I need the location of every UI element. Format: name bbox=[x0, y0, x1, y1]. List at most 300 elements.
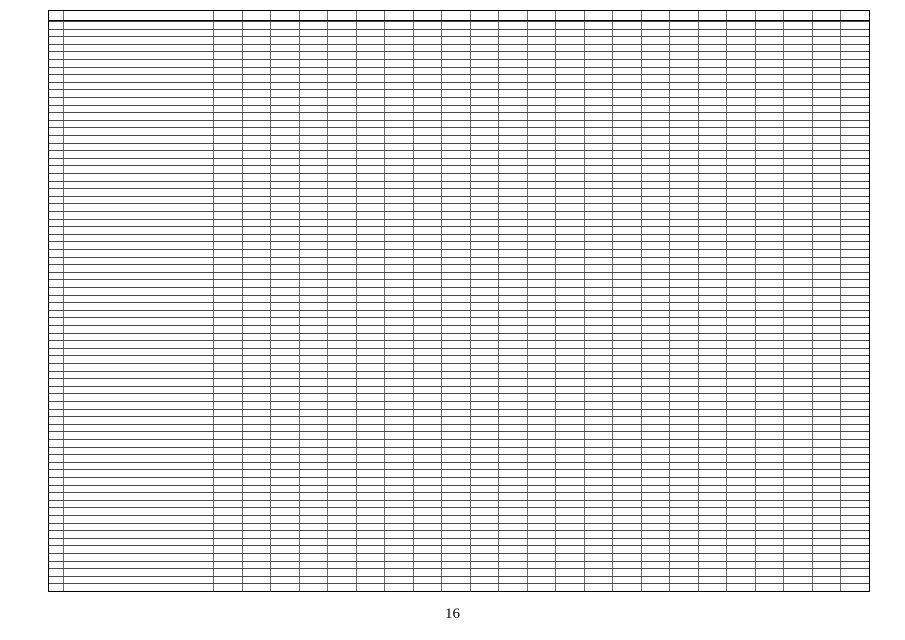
table-cell bbox=[356, 30, 385, 37]
table-cell bbox=[384, 470, 413, 477]
table-cell bbox=[441, 30, 470, 37]
table-cell bbox=[63, 584, 213, 591]
table-cell bbox=[213, 182, 242, 189]
table-cell bbox=[755, 128, 784, 135]
table-cell bbox=[384, 501, 413, 508]
table-cell bbox=[470, 60, 499, 67]
table-cell bbox=[327, 220, 356, 227]
table-row bbox=[49, 264, 869, 272]
table-cell bbox=[726, 204, 755, 211]
table-cell bbox=[213, 311, 242, 318]
table-cell bbox=[555, 220, 584, 227]
table-cell bbox=[669, 334, 698, 341]
table-cell bbox=[783, 501, 812, 508]
table-cell bbox=[527, 235, 556, 242]
table-cell bbox=[527, 478, 556, 485]
table-cell bbox=[384, 90, 413, 97]
table-cell bbox=[470, 128, 499, 135]
table-cell bbox=[213, 318, 242, 325]
table-cell bbox=[641, 394, 670, 401]
table-cell bbox=[63, 90, 213, 97]
table-cell bbox=[63, 524, 213, 531]
table-cell bbox=[641, 189, 670, 196]
table-cell bbox=[783, 90, 812, 97]
table-cell bbox=[498, 151, 527, 158]
table-row bbox=[49, 363, 869, 371]
table-cell bbox=[840, 52, 869, 59]
table-cell bbox=[470, 37, 499, 44]
table-cell bbox=[270, 128, 299, 135]
table-cell bbox=[755, 136, 784, 143]
table-cell bbox=[584, 356, 613, 363]
table-cell bbox=[63, 508, 213, 515]
table-cell bbox=[49, 546, 63, 553]
table-cell bbox=[669, 121, 698, 128]
table-cell bbox=[470, 265, 499, 272]
table-cell bbox=[698, 136, 727, 143]
table-cell bbox=[669, 258, 698, 265]
table-cell bbox=[413, 37, 442, 44]
table-cell bbox=[612, 151, 641, 158]
table-cell bbox=[270, 159, 299, 166]
table-cell bbox=[63, 212, 213, 219]
table-cell bbox=[470, 425, 499, 432]
table-cell bbox=[63, 235, 213, 242]
table-cell bbox=[669, 349, 698, 356]
table-cell bbox=[755, 166, 784, 173]
table-cell bbox=[63, 440, 213, 447]
table-cell bbox=[726, 166, 755, 173]
table-cell bbox=[669, 584, 698, 591]
table-cell bbox=[327, 273, 356, 280]
table-cell bbox=[213, 478, 242, 485]
table-cell bbox=[242, 425, 271, 432]
table-cell bbox=[49, 364, 63, 371]
table-cell bbox=[384, 242, 413, 249]
table-cell bbox=[840, 37, 869, 44]
table-cell bbox=[527, 364, 556, 371]
table-row bbox=[49, 500, 869, 508]
table-cell bbox=[527, 144, 556, 151]
table-cell bbox=[384, 258, 413, 265]
table-cell bbox=[527, 387, 556, 394]
table-cell bbox=[470, 562, 499, 569]
table-cell bbox=[698, 341, 727, 348]
table-cell bbox=[327, 45, 356, 52]
table-cell bbox=[812, 440, 841, 447]
table-cell bbox=[63, 432, 213, 439]
table-cell bbox=[498, 128, 527, 135]
table-cell bbox=[498, 60, 527, 67]
header-cell bbox=[755, 11, 784, 20]
header-cell bbox=[669, 11, 698, 20]
table-cell bbox=[726, 349, 755, 356]
table-cell bbox=[698, 478, 727, 485]
table-cell bbox=[63, 265, 213, 272]
table-cell bbox=[527, 577, 556, 584]
table-cell bbox=[384, 524, 413, 531]
table-cell bbox=[299, 486, 328, 493]
table-cell bbox=[755, 470, 784, 477]
table-cell bbox=[242, 258, 271, 265]
table-cell bbox=[812, 349, 841, 356]
table-cell bbox=[669, 455, 698, 462]
header-cell bbox=[441, 11, 470, 20]
table-cell bbox=[726, 250, 755, 257]
table-cell bbox=[413, 30, 442, 37]
table-cell bbox=[783, 60, 812, 67]
table-cell bbox=[812, 296, 841, 303]
table-cell bbox=[49, 220, 63, 227]
table-row bbox=[49, 568, 869, 576]
table-row bbox=[49, 21, 869, 29]
table-cell bbox=[669, 569, 698, 576]
table-cell bbox=[498, 470, 527, 477]
table-cell bbox=[612, 470, 641, 477]
table-cell bbox=[840, 326, 869, 333]
table-cell bbox=[755, 250, 784, 257]
table-cell bbox=[384, 265, 413, 272]
table-cell bbox=[812, 265, 841, 272]
table-cell bbox=[299, 98, 328, 105]
table-cell bbox=[840, 235, 869, 242]
table-cell bbox=[612, 83, 641, 90]
table-cell bbox=[840, 387, 869, 394]
table-cell bbox=[299, 493, 328, 500]
table-cell bbox=[726, 470, 755, 477]
table-cell bbox=[242, 387, 271, 394]
table-row bbox=[49, 219, 869, 227]
table-cell bbox=[470, 30, 499, 37]
table-cell bbox=[641, 45, 670, 52]
table-cell bbox=[783, 197, 812, 204]
table-cell bbox=[555, 356, 584, 363]
table-cell bbox=[413, 311, 442, 318]
table-cell bbox=[242, 166, 271, 173]
table-cell bbox=[270, 174, 299, 181]
table-cell bbox=[555, 334, 584, 341]
table-cell bbox=[49, 508, 63, 515]
table-cell bbox=[812, 75, 841, 82]
table-cell bbox=[641, 508, 670, 515]
table-cell bbox=[498, 174, 527, 181]
header-cell bbox=[299, 11, 328, 20]
header-cell bbox=[783, 11, 812, 20]
table-cell bbox=[812, 554, 841, 561]
header-cell bbox=[527, 11, 556, 20]
table-cell bbox=[356, 562, 385, 569]
table-cell bbox=[669, 493, 698, 500]
table-cell bbox=[242, 493, 271, 500]
table-cell bbox=[413, 166, 442, 173]
table-row bbox=[49, 173, 869, 181]
table-cell bbox=[49, 318, 63, 325]
table-cell bbox=[698, 486, 727, 493]
table-cell bbox=[641, 341, 670, 348]
table-cell bbox=[242, 577, 271, 584]
table-cell bbox=[49, 174, 63, 181]
table-cell bbox=[384, 539, 413, 546]
table-cell bbox=[840, 425, 869, 432]
table-cell bbox=[641, 90, 670, 97]
table-cell bbox=[299, 273, 328, 280]
table-cell bbox=[641, 121, 670, 128]
table-cell bbox=[327, 83, 356, 90]
table-cell bbox=[63, 577, 213, 584]
table-cell bbox=[49, 410, 63, 417]
table-cell bbox=[498, 440, 527, 447]
table-cell bbox=[49, 45, 63, 52]
table-cell bbox=[299, 174, 328, 181]
table-cell bbox=[413, 242, 442, 249]
table-cell bbox=[527, 288, 556, 295]
table-cell bbox=[840, 341, 869, 348]
table-row bbox=[49, 226, 869, 234]
table-cell bbox=[726, 242, 755, 249]
table-cell bbox=[270, 577, 299, 584]
table-cell bbox=[755, 98, 784, 105]
table-cell bbox=[555, 182, 584, 189]
table-cell bbox=[356, 113, 385, 120]
table-cell bbox=[641, 136, 670, 143]
table-cell bbox=[555, 341, 584, 348]
table-cell bbox=[612, 501, 641, 508]
table-cell bbox=[612, 98, 641, 105]
table-cell bbox=[356, 516, 385, 523]
table-cell bbox=[726, 144, 755, 151]
table-cell bbox=[413, 273, 442, 280]
table-cell bbox=[555, 448, 584, 455]
table-cell bbox=[413, 98, 442, 105]
table-cell bbox=[441, 144, 470, 151]
table-cell bbox=[356, 128, 385, 135]
table-cell bbox=[63, 349, 213, 356]
table-cell bbox=[470, 463, 499, 470]
table-cell bbox=[612, 265, 641, 272]
table-cell bbox=[698, 356, 727, 363]
table-cell bbox=[840, 258, 869, 265]
table-cell bbox=[413, 235, 442, 242]
table-cell bbox=[555, 258, 584, 265]
table-cell bbox=[812, 30, 841, 37]
table-cell bbox=[470, 258, 499, 265]
table-cell bbox=[327, 128, 356, 135]
table-cell bbox=[527, 417, 556, 424]
table-cell bbox=[213, 121, 242, 128]
table-cell bbox=[812, 455, 841, 462]
table-cell bbox=[527, 106, 556, 113]
table-cell bbox=[413, 486, 442, 493]
table-cell bbox=[299, 432, 328, 439]
table-cell bbox=[527, 569, 556, 576]
table-cell bbox=[441, 204, 470, 211]
table-row bbox=[49, 51, 869, 59]
table-cell bbox=[63, 30, 213, 37]
table-cell bbox=[641, 273, 670, 280]
table-cell bbox=[213, 569, 242, 576]
table-cell bbox=[270, 45, 299, 52]
table-cell bbox=[555, 470, 584, 477]
table-cell bbox=[441, 128, 470, 135]
table-cell bbox=[63, 372, 213, 379]
table-cell bbox=[384, 356, 413, 363]
table-cell bbox=[213, 128, 242, 135]
table-cell bbox=[641, 501, 670, 508]
table-cell bbox=[270, 402, 299, 409]
table-cell bbox=[470, 432, 499, 439]
table-cell bbox=[584, 394, 613, 401]
table-cell bbox=[441, 577, 470, 584]
table-cell bbox=[270, 493, 299, 500]
table-cell bbox=[698, 121, 727, 128]
table-cell bbox=[698, 68, 727, 75]
table-cell bbox=[63, 273, 213, 280]
table-cell bbox=[698, 577, 727, 584]
table-row bbox=[49, 485, 869, 493]
table-cell bbox=[242, 60, 271, 67]
table-cell bbox=[213, 531, 242, 538]
table-cell bbox=[498, 356, 527, 363]
table-cell bbox=[63, 151, 213, 158]
table-row bbox=[49, 409, 869, 417]
table-cell bbox=[641, 68, 670, 75]
table-cell bbox=[327, 136, 356, 143]
table-cell bbox=[555, 425, 584, 432]
table-cell bbox=[584, 52, 613, 59]
table-cell bbox=[63, 516, 213, 523]
table-cell bbox=[327, 106, 356, 113]
table-cell bbox=[698, 554, 727, 561]
table-cell bbox=[641, 37, 670, 44]
table-row bbox=[49, 112, 869, 120]
table-cell bbox=[498, 136, 527, 143]
table-cell bbox=[755, 372, 784, 379]
table-cell bbox=[213, 75, 242, 82]
table-cell bbox=[270, 448, 299, 455]
table-row bbox=[49, 515, 869, 523]
table-cell bbox=[584, 326, 613, 333]
table-cell bbox=[470, 220, 499, 227]
table-cell bbox=[384, 303, 413, 310]
table-cell bbox=[384, 113, 413, 120]
table-cell bbox=[299, 440, 328, 447]
table-cell bbox=[498, 204, 527, 211]
table-cell bbox=[555, 501, 584, 508]
table-cell bbox=[555, 204, 584, 211]
table-cell bbox=[726, 493, 755, 500]
table-cell bbox=[555, 242, 584, 249]
table-cell bbox=[669, 296, 698, 303]
table-cell bbox=[384, 546, 413, 553]
table-cell bbox=[527, 584, 556, 591]
table-cell bbox=[413, 478, 442, 485]
table-cell bbox=[783, 318, 812, 325]
table-cell bbox=[356, 531, 385, 538]
table-cell bbox=[49, 144, 63, 151]
table-cell bbox=[299, 394, 328, 401]
table-cell bbox=[527, 356, 556, 363]
table-cell bbox=[698, 524, 727, 531]
table-cell bbox=[413, 83, 442, 90]
table-cell bbox=[384, 448, 413, 455]
table-cell bbox=[669, 387, 698, 394]
table-row bbox=[49, 561, 869, 569]
table-cell bbox=[698, 83, 727, 90]
table-cell bbox=[755, 455, 784, 462]
table-cell bbox=[612, 280, 641, 287]
table-cell bbox=[698, 227, 727, 234]
table-cell bbox=[555, 455, 584, 462]
table-cell bbox=[299, 45, 328, 52]
table-cell bbox=[413, 372, 442, 379]
table-cell bbox=[498, 463, 527, 470]
table-cell bbox=[612, 144, 641, 151]
table-cell bbox=[527, 204, 556, 211]
table-cell bbox=[356, 524, 385, 531]
table-cell bbox=[413, 68, 442, 75]
table-cell bbox=[299, 37, 328, 44]
table-cell bbox=[63, 569, 213, 576]
table-cell bbox=[698, 250, 727, 257]
table-row bbox=[49, 355, 869, 363]
table-cell bbox=[63, 493, 213, 500]
table-cell bbox=[641, 151, 670, 158]
table-cell bbox=[299, 554, 328, 561]
table-cell bbox=[356, 425, 385, 432]
table-cell bbox=[213, 334, 242, 341]
table-cell bbox=[840, 379, 869, 386]
table-cell bbox=[270, 562, 299, 569]
table-cell bbox=[812, 242, 841, 249]
table-cell bbox=[384, 45, 413, 52]
table-cell bbox=[356, 174, 385, 181]
table-cell bbox=[755, 220, 784, 227]
header-cell bbox=[242, 11, 271, 20]
table-cell bbox=[812, 303, 841, 310]
table-cell bbox=[755, 52, 784, 59]
table-cell bbox=[441, 258, 470, 265]
table-cell bbox=[242, 303, 271, 310]
table-cell bbox=[413, 569, 442, 576]
table-cell bbox=[698, 242, 727, 249]
table-cell bbox=[384, 349, 413, 356]
table-cell bbox=[270, 303, 299, 310]
table-cell bbox=[299, 189, 328, 196]
table-cell bbox=[669, 242, 698, 249]
table-cell bbox=[270, 242, 299, 249]
table-cell bbox=[384, 30, 413, 37]
table-cell bbox=[327, 463, 356, 470]
table-cell bbox=[641, 288, 670, 295]
table-cell bbox=[299, 569, 328, 576]
table-cell bbox=[356, 417, 385, 424]
header-cell bbox=[612, 11, 641, 20]
table-cell bbox=[669, 326, 698, 333]
table-cell bbox=[356, 144, 385, 151]
table-cell bbox=[49, 151, 63, 158]
header-cell bbox=[356, 11, 385, 20]
table-cell bbox=[840, 562, 869, 569]
table-cell bbox=[840, 372, 869, 379]
table-cell bbox=[384, 159, 413, 166]
table-cell bbox=[384, 440, 413, 447]
table-cell bbox=[698, 258, 727, 265]
table-cell bbox=[299, 182, 328, 189]
table-cell bbox=[698, 113, 727, 120]
table-cell bbox=[612, 402, 641, 409]
table-cell bbox=[356, 478, 385, 485]
table-cell bbox=[555, 189, 584, 196]
